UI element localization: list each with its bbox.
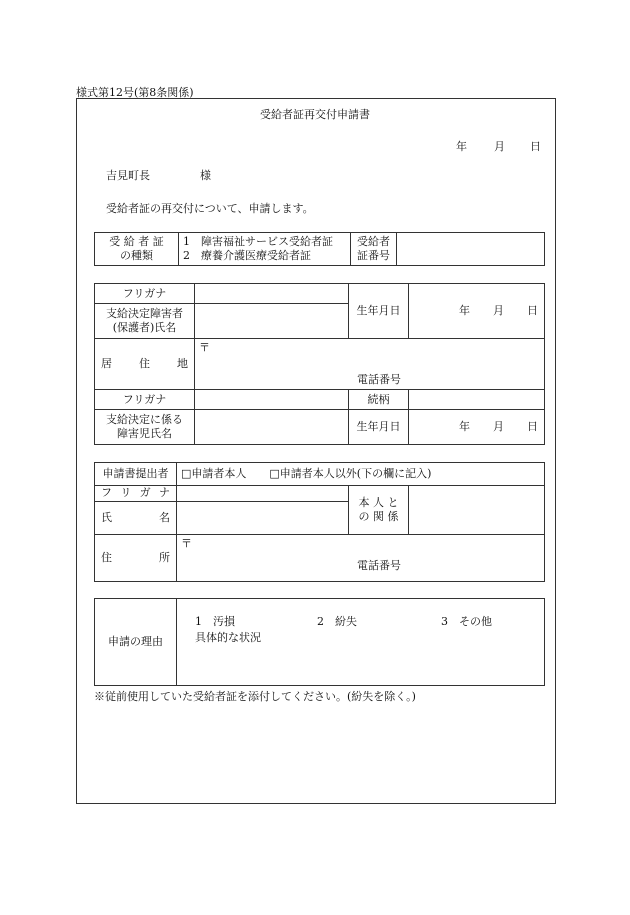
submitter-address-field[interactable] xyxy=(177,534,545,581)
submitter-name-field[interactable] xyxy=(177,501,349,534)
statement: 受給者証の再交付について、申請します。 xyxy=(106,202,314,215)
relation-field[interactable] xyxy=(409,389,545,409)
submitter-postal-mark: 〒 xyxy=(181,536,192,550)
reason-detail-label: 具体的な状況 xyxy=(195,631,261,644)
reason-option-3[interactable]: 3 その他 xyxy=(441,615,492,628)
child-furigana-field[interactable] xyxy=(195,389,349,409)
child-name-label: 支給決定に係る 障害児氏名 xyxy=(95,410,195,445)
furigana-label: フリガナ xyxy=(95,284,195,304)
applicant-table xyxy=(94,283,545,445)
child-furigana-label: フリガナ xyxy=(95,389,195,409)
guardian-name-label: 支給決定障害者 (保護者)氏名 xyxy=(95,304,195,339)
child-birthdate-field[interactable]: 年 月 日 xyxy=(409,410,545,445)
submitter-phone-label: 電話番号 xyxy=(357,559,401,573)
guardian-name-field[interactable] xyxy=(195,304,349,339)
submitter-label: 申請書提出者 xyxy=(95,463,177,486)
checkbox-self[interactable]: □申請者本人 xyxy=(181,466,247,480)
birthdate-label: 生年月日 xyxy=(349,284,409,339)
cert-type-label: 受 給 者 証 の種類 xyxy=(95,233,179,266)
submitter-furigana-label: フ リ ガ ナ xyxy=(95,485,177,501)
reason-field[interactable] xyxy=(177,599,545,686)
cert-option-1[interactable]: 1 障害福祉サービス受給者証 xyxy=(183,235,333,249)
submitter-name-label: 氏 名 xyxy=(95,501,177,534)
footnote: ※従前使用していた受給者証を添付してください。(紛失を除く。) xyxy=(94,690,416,703)
date-year-label: 年 xyxy=(456,140,467,153)
cert-type-options xyxy=(179,233,351,266)
furigana-field[interactable] xyxy=(195,284,349,304)
cert-number-label: 受給者 証番号 xyxy=(351,233,397,266)
form-number: 様式第12号(第8条関係) xyxy=(76,86,194,99)
submitter-relation-label: 本 人 と の 関 係 xyxy=(349,485,409,534)
birthdate-field[interactable]: 年 月 日 xyxy=(409,284,545,339)
reason-option-2[interactable]: 2 紛失 xyxy=(317,615,357,628)
relation-label: 続柄 xyxy=(349,389,409,409)
honorific: 様 xyxy=(200,169,211,182)
address-label: 居 住 地 xyxy=(95,339,195,390)
reason-option-1[interactable]: 1 汚損 xyxy=(195,615,235,628)
date-month-label: 月 xyxy=(494,140,505,153)
date-day-label: 日 xyxy=(530,140,541,153)
cert-number-field[interactable] xyxy=(397,233,545,266)
form-title: 受給者証再交付申請書 xyxy=(260,108,370,121)
submitter-furigana-field[interactable] xyxy=(177,485,349,501)
cert-option-2[interactable]: 2 療養介護医療受給者証 xyxy=(183,249,311,262)
submitter-address-label: 住 所 xyxy=(95,534,177,581)
postal-mark: 〒 xyxy=(199,341,210,355)
checkbox-other[interactable]: □申請者本人以外(下の欄に記入) xyxy=(269,466,432,480)
submitter-options xyxy=(177,463,545,486)
addressee: 吉見町長 xyxy=(106,169,150,182)
phone-label: 電話番号 xyxy=(357,373,401,387)
certificate-type-table xyxy=(94,232,545,266)
child-birthdate-label: 生年月日 xyxy=(349,410,409,445)
child-name-field[interactable] xyxy=(195,410,349,445)
address-field[interactable] xyxy=(195,339,545,390)
reason-table xyxy=(94,598,545,686)
submitter-table xyxy=(94,462,545,582)
reason-label: 申請の理由 xyxy=(95,599,177,686)
submitter-relation-field[interactable] xyxy=(409,485,545,534)
